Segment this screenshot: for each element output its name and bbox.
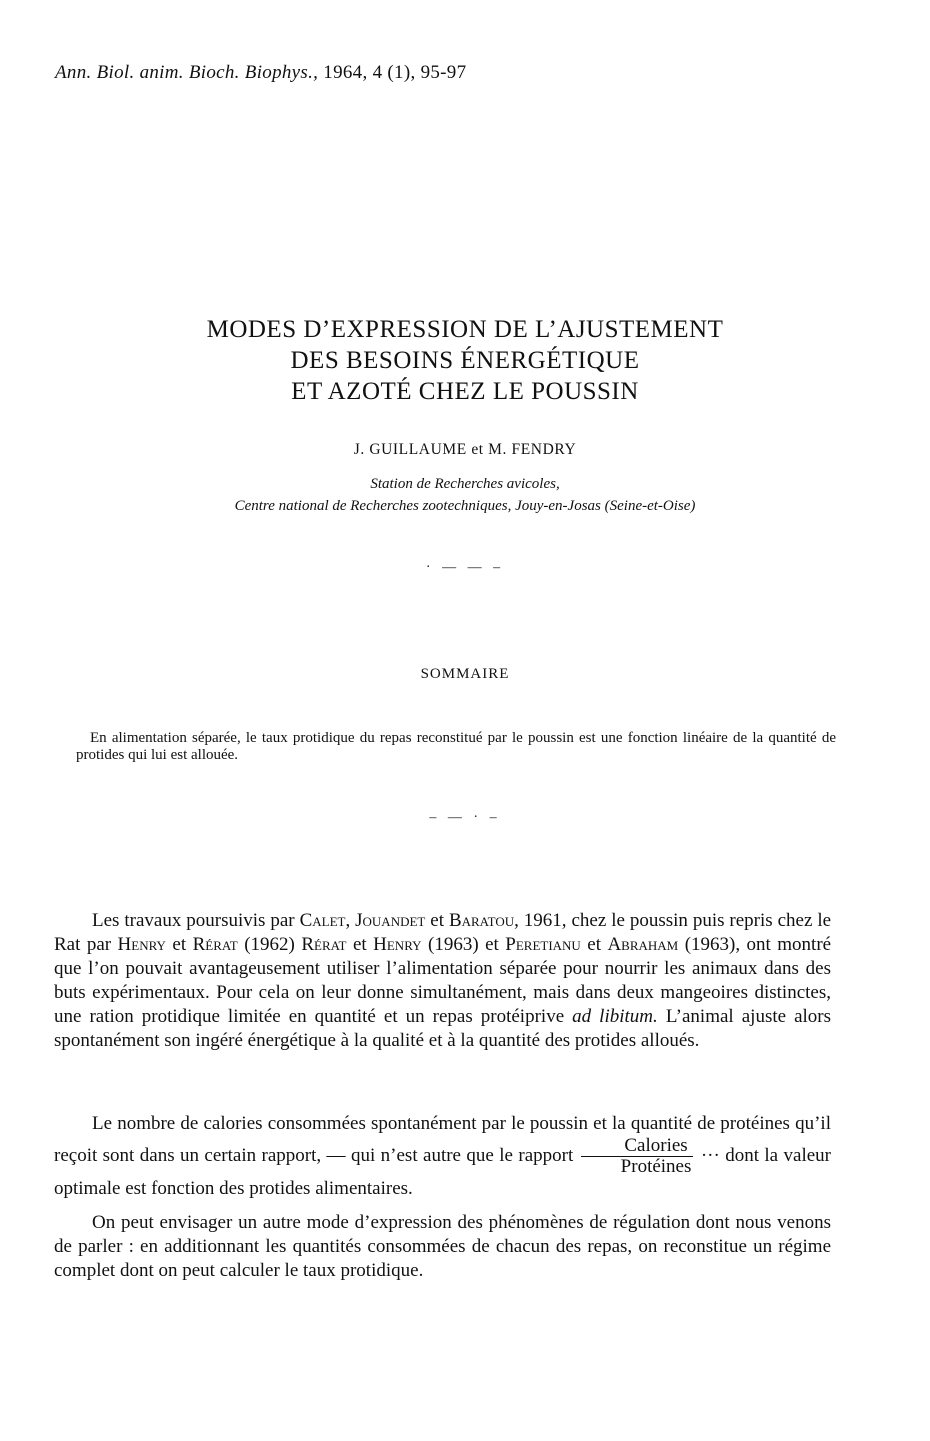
- body-paragraph-1: [54, 909, 831, 1053]
- text-run: et: [430, 910, 445, 931]
- text-run: , 1961, chez le poussin puis repris chez le Rat par: [54, 910, 832, 955]
- emphasis: ad libitum.: [572, 1006, 658, 1027]
- author-name: Baratou: [448, 910, 515, 931]
- fraction-denominator: Protéines: [620, 1156, 692, 1177]
- body-paragraph-3: On peut envisager un autre mode d’expression des phénomènes de régulation dont nous venons de parler : en additionnant les quantités consommées de chacun des repas, on reconstitue un régime complet dont on peut calculer le taux protidique.: [54, 1212, 831, 1281]
- author-name: Rérat: [301, 934, 347, 955]
- author-name: Rérat: [192, 934, 238, 955]
- article-title: [0, 314, 930, 407]
- author-name: Peretianu: [505, 934, 581, 955]
- text-run: ··· dont la valeur optimale est fonction des protides alimentaires.: [54, 1144, 832, 1199]
- author-name: Abraham: [607, 934, 679, 955]
- author-name: Jouandet: [355, 910, 426, 931]
- text-run: (1963) et: [428, 934, 499, 955]
- authors: J. GUILLAUME et M. FENDRY: [353, 441, 577, 458]
- journal-abbrev: Ann. Biol. anim. Bioch. Biophys.,: [55, 62, 319, 83]
- journal-citation: [55, 62, 466, 84]
- citation-volume: 1964, 4 (1), 95-97: [323, 62, 467, 83]
- title-line-1: MODES D’EXPRESSION DE L’AJUSTEMENT: [206, 316, 724, 343]
- sommaire-text: En alimentation séparée, le taux protidique du repas reconstitué par le poussin est une fonction linéaire de la quantité de protides qui lui est allouée.: [76, 730, 836, 763]
- sommaire-heading: SOMMAIRE: [420, 666, 510, 682]
- separator-top: · — — –: [425, 560, 505, 575]
- affiliation-line-2: Centre national de Recherches zootechniques, Jouy-en-Josas (Seine-et-Oise): [234, 498, 696, 514]
- text-run: L’animal ajuste alors spontanément son ingéré énergétique à la qualité et à la quantité des protides alloués.: [54, 1006, 832, 1051]
- text-run: et: [587, 934, 601, 955]
- text-run: et: [352, 934, 367, 955]
- ratio-fraction: [581, 1136, 694, 1177]
- text-run: et: [172, 934, 187, 955]
- body-paragraph-2: [54, 1112, 831, 1201]
- author-name: Calet: [299, 910, 346, 931]
- separator-bottom: – — · –: [429, 810, 501, 825]
- text-run: Le nombre de calories consommées spontanément par le poussin et la quantité de protéines qu’il reçoit sont dans un certain rapport, — qui n’est autre que le rapport: [54, 1113, 831, 1166]
- text-run: (1962): [244, 934, 295, 955]
- text-run: Les travaux poursuivis par: [92, 910, 295, 931]
- text-run: ,: [345, 910, 351, 931]
- fraction-numerator: Calories: [581, 1136, 694, 1157]
- text-run: (1963), ont montré que l’on pouvait avantageusement utiliser l’alimentation séparée pour nourrir les animaux dans des buts expérimentaux. Pour cela on leur donne simultanément, mais dans deux mangeoires distinctes, une ration protidique limitée en quantité et un repas protéiprive: [54, 934, 832, 1027]
- author-name: Henry: [373, 934, 422, 955]
- title-line-2: DES BESOINS ÉNERGÉTIQUE: [290, 347, 640, 374]
- title-line-3: ET AZOTÉ CHEZ LE POUSSIN: [291, 378, 639, 405]
- author-name: Henry: [117, 934, 166, 955]
- affiliation-line-1: Station de Recherches avicoles,: [370, 476, 560, 492]
